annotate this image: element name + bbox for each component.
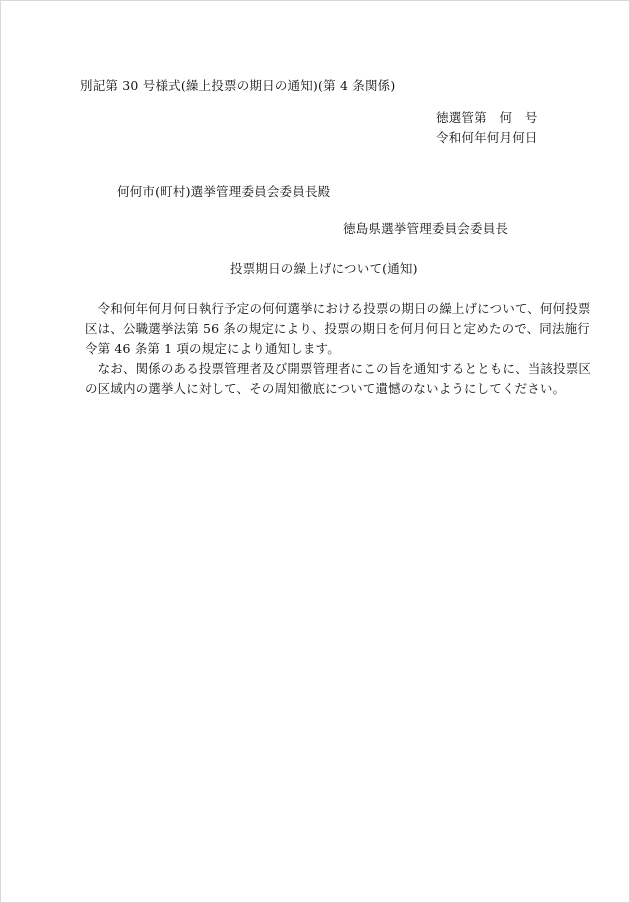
subject-title: 投票期日の繰上げについて(通知) — [230, 261, 418, 276]
body-text — [85, 299, 592, 399]
body-line: 令第 46 条第 1 項の規定により通知します。 — [85, 341, 340, 356]
body-line: なお、関係のある投票管理者及び開票管理者にこの旨を通知するとともに、当該投票区 — [85, 361, 592, 376]
document-date: 令和何年何月何日 — [436, 130, 538, 145]
document-number: 徳選管第 何 号 — [436, 110, 538, 125]
sender: 徳島県選挙管理委員会委員長 — [343, 221, 509, 236]
addressee: 何何市(町村)選挙管理委員会委員長殿 — [117, 184, 331, 199]
form-title: 別記第 30 号様式(繰上投票の期日の通知)(第 4 条関係) — [80, 78, 396, 93]
body-line: 令和何年何月何日執行予定の何何選挙における投票の期日の繰上げについて、何何投票 — [85, 301, 591, 316]
body-line: 区は、公職選挙法第 56 条の規定により、投票の期日を何月何日と定めたので、同法施行 — [85, 321, 590, 336]
body-line: の区域内の選挙人に対して、その周知徹底について遺憾のないようにしてください。 — [85, 381, 566, 396]
